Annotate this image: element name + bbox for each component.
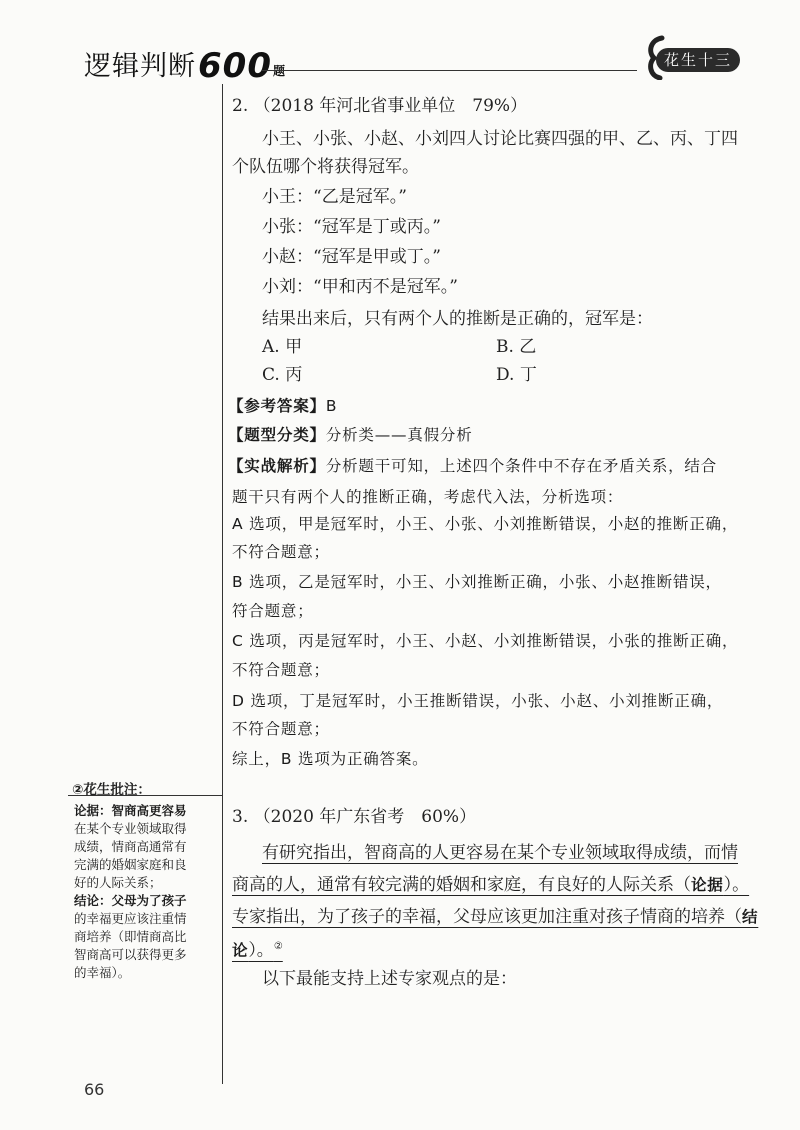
analysis-line: 符合题意； [232, 602, 314, 620]
q2-title: 2. （2018 年河北省事业单位 79%） [232, 96, 528, 116]
page-number: 66 [84, 1080, 105, 1099]
q3-stem-line: 有研究指出，智商高的人更容易在某个专业领域取得成绩，而情 [262, 843, 738, 863]
q3-premise-tag: 论据 [691, 876, 724, 894]
q3-title: 3. （2020 年广东省考 60%） [232, 807, 477, 827]
analysis-label: 【实战解析】 [228, 457, 326, 475]
answer-label: 【参考答案】 [228, 397, 326, 415]
q3-conclusion-tag: 结 [742, 908, 759, 926]
analysis-line: D 选项，丁是冠军时，小王推断错误，小张、小赵、小刘推断正确， [232, 692, 724, 710]
q3-conclusion-tag: 论 [232, 941, 249, 960]
q2-answer [228, 395, 337, 417]
sidenote-line: 的幸福更应该注重情 [74, 911, 187, 926]
q2-option-b: B. 乙 [496, 337, 537, 357]
sidenote-title: ②花生批注： [72, 782, 151, 798]
analysis-text: 分析题干可知，上述四个条件中不存在矛盾关系，结合 [325, 457, 718, 475]
q3-stem-line [232, 906, 758, 928]
q2-stem-line: 小王、小张、小赵、小刘四人讨论比赛四强的甲、乙、丙、丁四 [262, 129, 738, 149]
analysis-line: 不符合题意； [232, 720, 330, 738]
q3-stem-line [232, 874, 749, 896]
q2-statement: 小赵：“冠军是甲或丁。” [262, 247, 441, 267]
q2-prompt: 结果出来后，只有两个人的推断是正确的，冠军是： [262, 309, 653, 329]
analysis-line: A 选项，甲是冠军时，小王、小张、小刘推断错误，小赵的推断正确， [232, 515, 739, 533]
sidenote-line: 成绩，情商高通常有 [74, 839, 187, 854]
q3-stem-text: ）。 [248, 940, 274, 961]
analysis-line: 综上，B 选项为正确答案。 [232, 750, 429, 768]
sidenote-line-text: 论据：智商高更容易 [74, 803, 187, 818]
book-title-unit: 题 [272, 64, 286, 78]
q3-stem-line [232, 936, 283, 962]
sidenote-line: 商培养（即情商高比 [74, 929, 187, 944]
brand-logo [636, 34, 746, 80]
book-title-text: 逻辑判断 [84, 51, 196, 82]
sidenote-line: 完满的婚姻家庭和良 [74, 857, 187, 872]
q3-stem-text: ）。 [723, 875, 750, 895]
type-label: 【题型分类】 [228, 426, 326, 444]
sidenote-line: 在某个专业领域取得 [74, 821, 187, 836]
type-value: 分析类——真假分析 [325, 426, 473, 444]
q2-type [228, 424, 473, 446]
header-rule [262, 70, 637, 71]
q2-option-a: A. 甲 [262, 337, 303, 357]
analysis-line: 不符合题意； [232, 543, 330, 561]
book-title [84, 44, 286, 86]
q2-option-c: C. 丙 [262, 365, 303, 385]
q2-statement: 小张：“冠军是丁或丙。” [262, 217, 441, 237]
sidenote-line: 结论：父母为了孩子 [74, 893, 187, 908]
q3-note-ref: ② [273, 941, 283, 952]
q2-stem-line: 个队伍哪个将获得冠军。 [232, 157, 419, 177]
sidenote-line: 的幸福）。 [74, 965, 131, 980]
q2-analysis [228, 455, 717, 477]
q3-prompt: 以下最能支持上述专家观点的是： [262, 969, 517, 989]
q2-option-d: D. 丁 [496, 365, 537, 385]
book-title-number: 600 [198, 46, 272, 86]
q2-statement: 小王：“乙是冠军。” [262, 187, 407, 207]
q2-statement: 小刘：“甲和丙不是冠军。” [262, 277, 458, 297]
analysis-line: C 选项，丙是冠军时，小王、小赵、小刘推断错误，小张的推断正确， [232, 632, 739, 650]
analysis-line: 题干只有两个人的推断正确，考虑代入法，分析选项： [232, 488, 624, 506]
sidenote-line: 好的人际关系； [74, 875, 162, 890]
q3-stem-text: 商高的人，通常有较完满的婚姻和家庭，有良好的人际关系（ [232, 875, 691, 895]
q3-stem-text: 专家指出，为了孩子的幸福，父母应该更加注重对孩子情商的培养（ [232, 907, 742, 927]
brand-name: 花生十三 [656, 48, 740, 72]
analysis-line: B 选项，乙是冠军时，小王、小刘推断正确，小张、小赵推断错误， [232, 573, 722, 591]
sidenote-line: 智商高可以获得更多 [74, 947, 187, 962]
sidenote-line [74, 802, 218, 820]
analysis-line: 不符合题意； [232, 661, 330, 679]
answer-value: B [325, 397, 338, 415]
margin-divider [222, 84, 223, 1084]
